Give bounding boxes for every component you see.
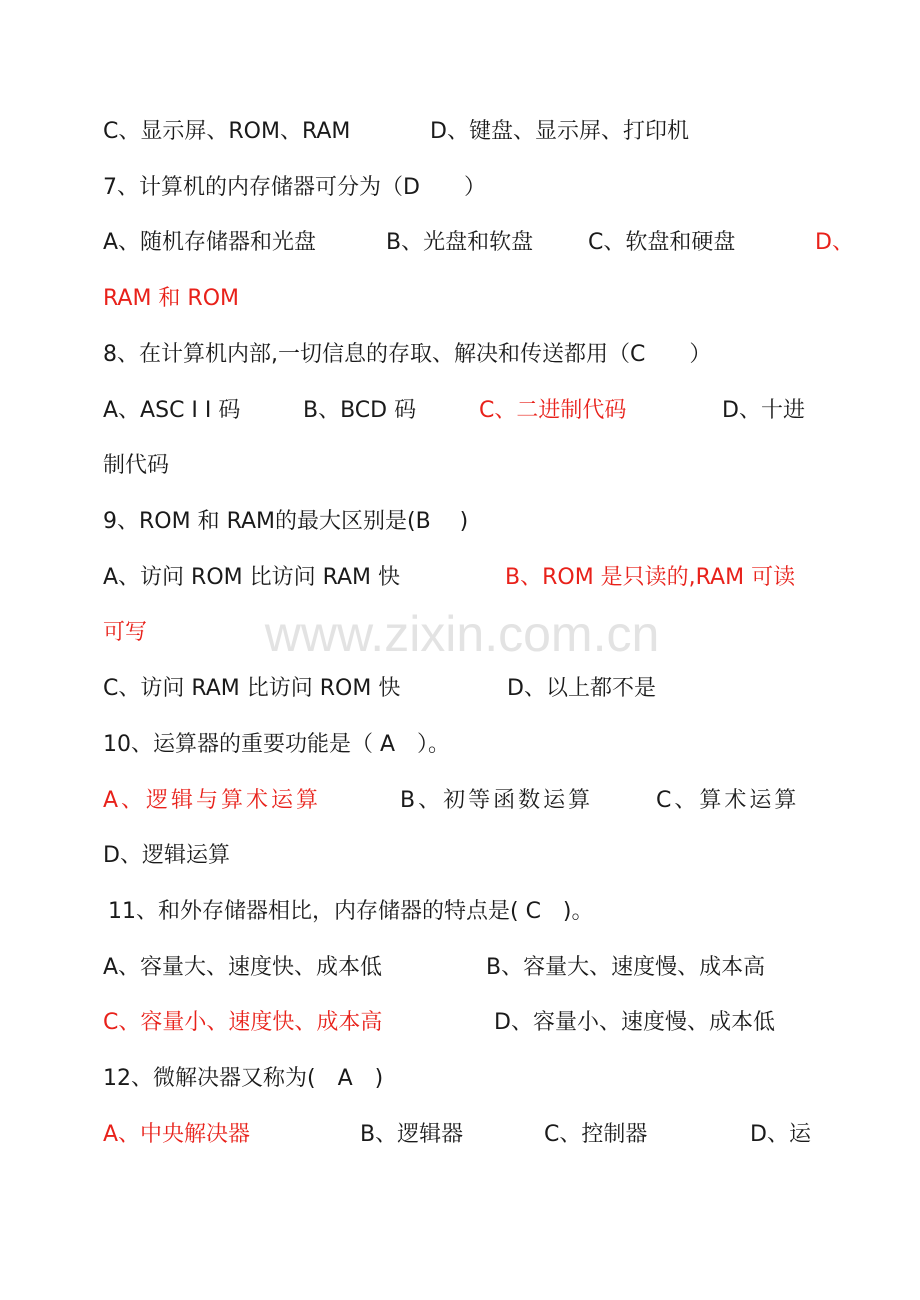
q10-text: 10、运算器的重要功能是（ A ）。 bbox=[103, 732, 451, 757]
q10-option-b: B、初等函数运算 bbox=[400, 788, 594, 813]
q7-options-continued bbox=[0, 279, 920, 319]
q8-options-continued bbox=[0, 446, 920, 486]
q9-option-b-answer-cont: 可写 bbox=[103, 620, 148, 645]
q11-option-d: D、容量小、速度慢、成本低 bbox=[494, 1010, 775, 1035]
q12-question bbox=[0, 1059, 920, 1099]
q10-option-a-answer: A、逻辑与算术运算 bbox=[103, 788, 322, 813]
q7-option-d-answer-cont: RAM 和 ROM bbox=[103, 286, 239, 311]
q6-option-c: C、显示屏、ROM、RAM bbox=[103, 119, 351, 144]
q11-option-b: B、容量大、速度慢、成本高 bbox=[486, 955, 766, 980]
q12-option-c: C、控制器 bbox=[544, 1122, 648, 1147]
q11-options-line-2 bbox=[0, 1003, 920, 1043]
q10-question bbox=[0, 725, 920, 765]
q9-option-a: A、访问 ROM 比访问 RAM 快 bbox=[103, 565, 401, 590]
q10-options-line bbox=[0, 781, 920, 821]
q6-option-d: D、键盘、显示屏、打印机 bbox=[430, 119, 689, 144]
q10-option-c: C、算术运算 bbox=[656, 788, 800, 813]
q9-option-c: C、访问 RAM 比访问 ROM 快 bbox=[103, 676, 401, 701]
q7-question bbox=[0, 168, 920, 208]
q9-options-line-2 bbox=[0, 669, 920, 709]
q9-question bbox=[0, 502, 920, 542]
q12-options-line bbox=[0, 1115, 920, 1155]
q8-option-a: A、ASC I I 码 bbox=[103, 398, 241, 423]
q7-option-a: A、随机存储器和光盘 bbox=[103, 230, 317, 255]
q12-text: 12、微解决器又称为( A ) bbox=[103, 1066, 384, 1091]
q8-option-d-cont: 制代码 bbox=[103, 453, 170, 478]
q11-options-line bbox=[0, 948, 920, 988]
q11-option-a: A、容量大、速度快、成本低 bbox=[103, 955, 383, 980]
q10-options-continued bbox=[0, 836, 920, 876]
q8-option-c-answer: C、二进制代码 bbox=[479, 398, 627, 423]
q10-option-d: D、逻辑运算 bbox=[103, 843, 230, 868]
q9-option-d: D、以上都不是 bbox=[507, 676, 656, 701]
watermark-text: www.zixin.com.cn bbox=[264, 606, 660, 662]
q6-options-line bbox=[0, 112, 920, 152]
q11-text: 11、和外存储器相比，内存储器的特点是( C )。 bbox=[108, 899, 594, 924]
q7-option-b: B、光盘和软盘 bbox=[386, 230, 534, 255]
q7-option-d-answer: D、 bbox=[815, 230, 854, 255]
q7-options-line bbox=[0, 223, 920, 263]
q12-option-d: D、运 bbox=[750, 1122, 811, 1147]
q9-text: 9、ROM 和 RAM的最大区别是(B ) bbox=[103, 509, 469, 534]
q8-text: 8、在计算机内部,一切信息的存取、解决和传送都用（C ） bbox=[103, 342, 712, 367]
q11-option-c-answer: C、容量小、速度快、成本高 bbox=[103, 1010, 383, 1035]
q9-option-b-answer: B、ROM 是只读的,RAM 可读 bbox=[505, 565, 796, 590]
q8-question bbox=[0, 335, 920, 375]
q8-option-d: D、十进 bbox=[722, 398, 805, 423]
q12-option-a-answer: A、中央解决器 bbox=[103, 1122, 251, 1147]
q8-option-b: B、BCD 码 bbox=[303, 398, 417, 423]
q8-options-line bbox=[0, 391, 920, 431]
q7-text: 7、计算机的内存储器可分为（D ） bbox=[103, 175, 486, 200]
q11-question bbox=[0, 892, 920, 932]
q12-option-b: B、逻辑器 bbox=[360, 1122, 464, 1147]
q9-options-line bbox=[0, 558, 920, 598]
q7-option-c: C、软盘和硬盘 bbox=[588, 230, 736, 255]
